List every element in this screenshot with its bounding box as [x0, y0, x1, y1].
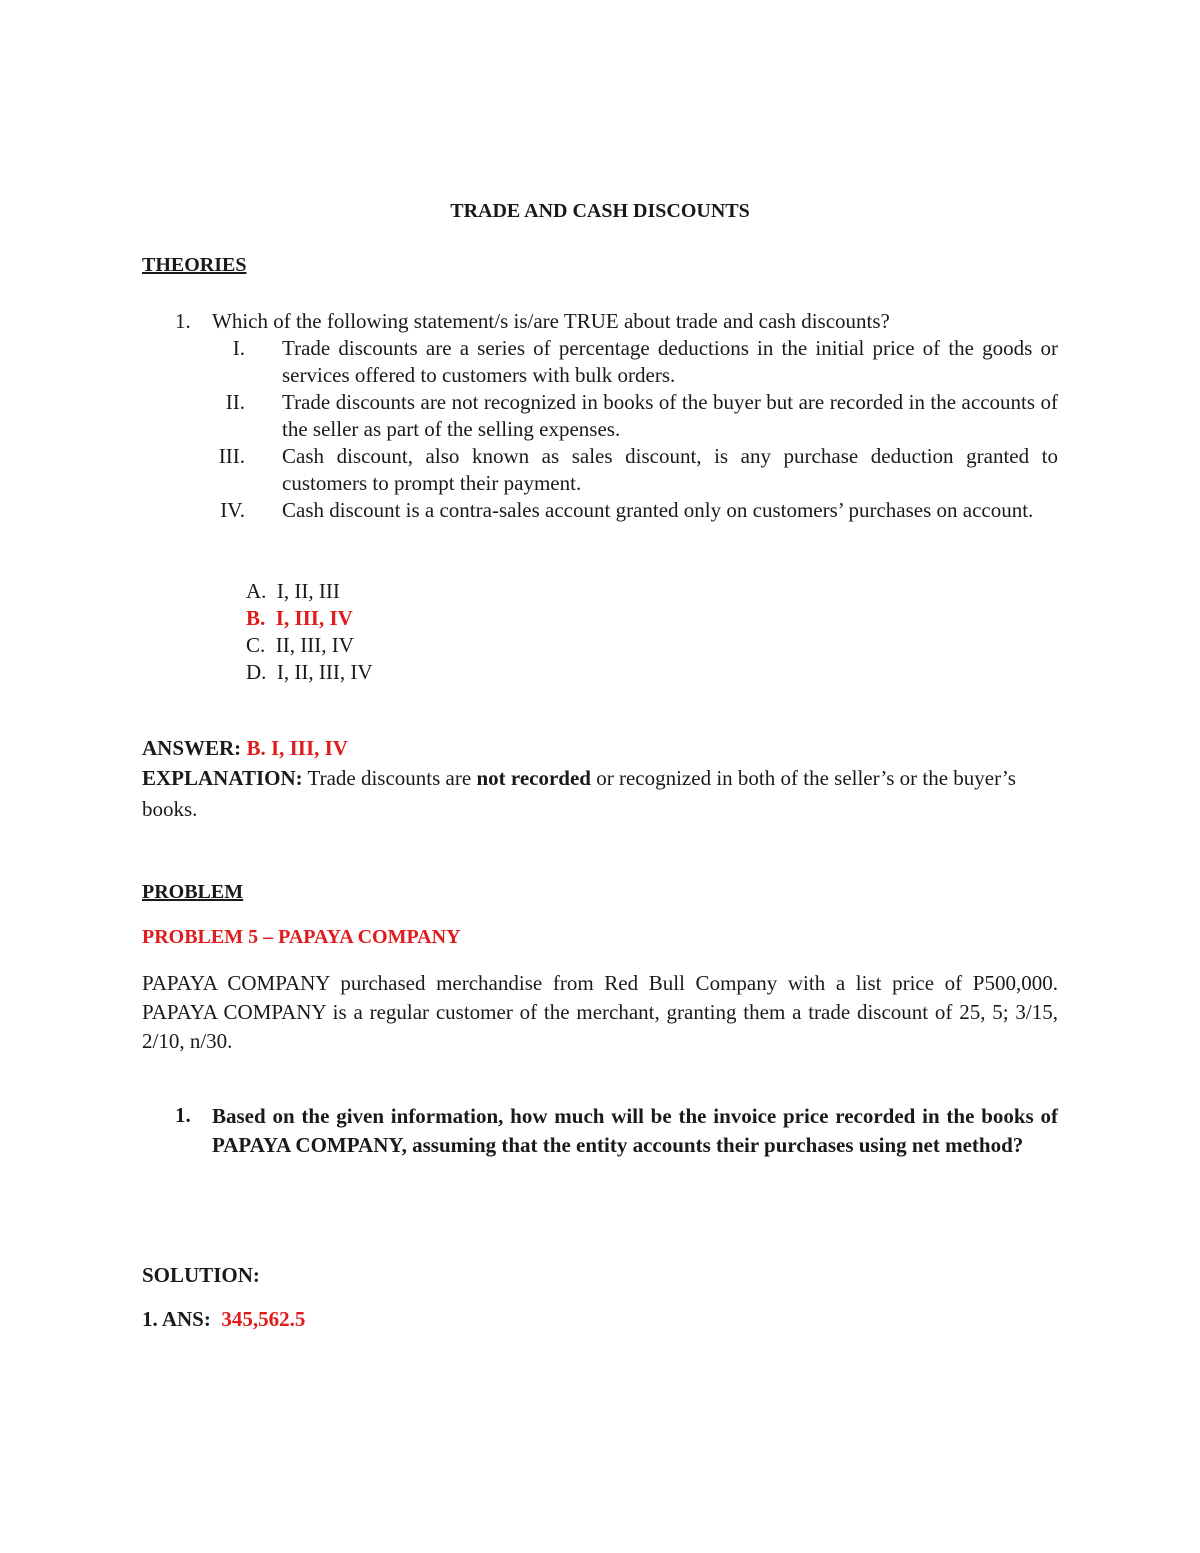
- problem-heading: PROBLEM: [142, 881, 244, 903]
- answer-line: [142, 735, 348, 762]
- choice-a: [246, 578, 340, 605]
- choice-letter: C.: [246, 633, 266, 657]
- problem-question-text: Based on the given information, how much will be the invoice price recorded in the books of PAPAYA COMPANY, assuming that the entity accounts their purchases using net method?: [212, 1104, 1058, 1157]
- answer-value: B. I, III, IV: [246, 736, 348, 760]
- statement-text: Trade discounts are a series of percentage deductions in the initial price of the goods or services offered to customers with bulk orders.: [282, 336, 1058, 387]
- statement-numeral: I.: [232, 336, 245, 360]
- choice-b-correct: [246, 605, 353, 632]
- page-title: TRADE AND CASH DISCOUNTS: [450, 200, 750, 222]
- question-text: Which of the following statement/s is/are TRUE about trade and cash discounts?: [212, 309, 890, 333]
- choice-c: [246, 632, 354, 659]
- explanation-text-before: Trade discounts are: [307, 766, 472, 790]
- statement-text: Cash discount is a contra-sales account granted only on customers’ purchases on account.: [282, 498, 1034, 522]
- problem-title: PROBLEM 5 – PAPAYA COMPANY: [142, 926, 461, 948]
- question-number: 1.: [175, 309, 191, 333]
- problem-text: PAPAYA COMPANY purchased merchandise from Red Bull Company with a list price of P500,000. PAPAYA COMPANY is a regular customer of the merchant, granting them a trade discount of 25, 5; 3/15, 2/10, n/30.: [142, 971, 1058, 1053]
- solution-answer-value: 345,562.5: [221, 1307, 306, 1331]
- choice-text: I, III, IV: [275, 606, 353, 630]
- solution-label: SOLUTION:: [142, 1263, 260, 1287]
- choice-text: I, II, III: [276, 579, 340, 603]
- solution-answer: [142, 1306, 305, 1333]
- solution-answer-label: 1. ANS:: [142, 1307, 211, 1331]
- problem-question-number: 1.: [175, 1103, 191, 1127]
- statement-numeral: IV.: [220, 498, 245, 522]
- choice-text: I, II, III, IV: [276, 660, 373, 684]
- choice-text: II, III, IV: [275, 633, 354, 657]
- choice-letter: A.: [246, 579, 267, 603]
- choice-d: [246, 659, 373, 686]
- theories-heading: THEORIES: [142, 254, 247, 276]
- explanation-label: EXPLANATION:: [142, 766, 303, 790]
- explanation-text-after: or recognized in both of the seller’s or the buyer’s books.: [142, 766, 1016, 821]
- explanation: [142, 763, 1052, 825]
- answer-label: ANSWER:: [142, 736, 242, 760]
- choice-letter: D.: [246, 660, 267, 684]
- statement-text: Cash discount, also known as sales discount, is any purchase deduction granted to customers to prompt their payment.: [282, 444, 1058, 495]
- statement-text: Trade discounts are not recognized in books of the buyer but are recorded in the accounts of the seller as part of the selling expenses.: [282, 390, 1058, 441]
- statement-numeral: II.: [225, 390, 245, 414]
- choice-letter: B.: [246, 606, 266, 630]
- explanation-emphasis: not recorded: [476, 766, 591, 790]
- statement-numeral: III.: [218, 444, 245, 468]
